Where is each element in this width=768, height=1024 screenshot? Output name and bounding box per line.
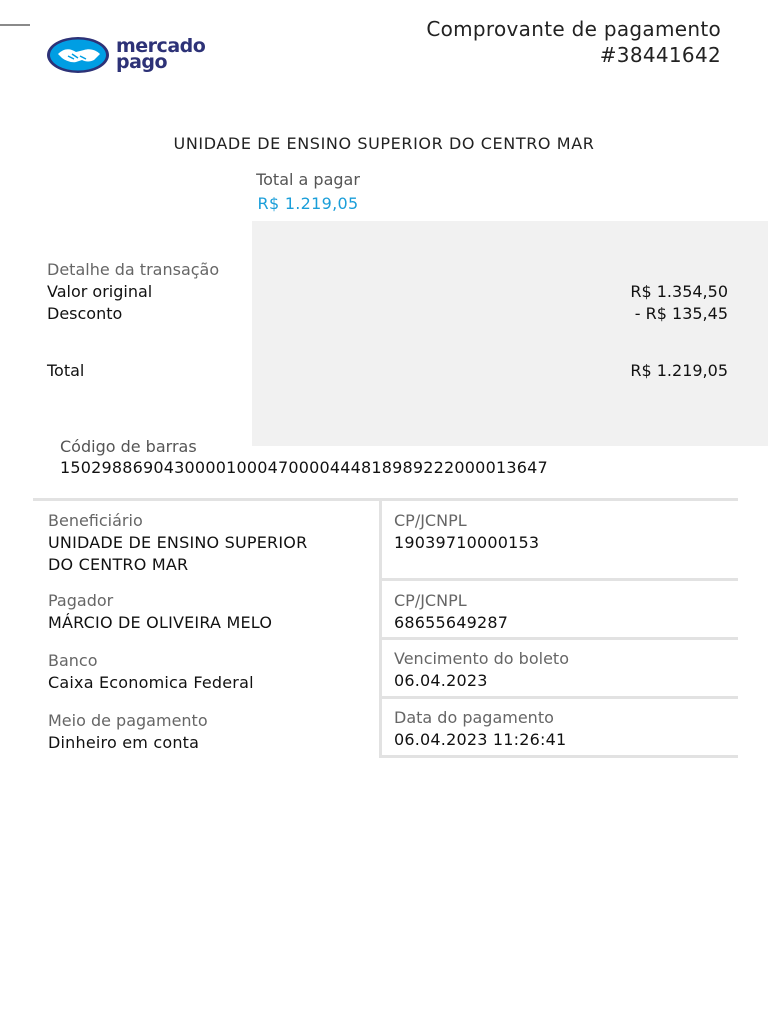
payer-doc-label: CP/JCNPL xyxy=(394,591,467,610)
handshake-icon xyxy=(46,36,110,74)
barcode-label: Código de barras xyxy=(60,437,197,456)
beneficiary-label: Beneficiário xyxy=(48,511,143,530)
bank-name: Caixa Economica Federal xyxy=(48,673,254,692)
original-value-label: Valor original xyxy=(47,282,153,301)
mercado-pago-logo xyxy=(46,36,216,76)
total-to-pay-amount: R$ 1.219,05 xyxy=(257,194,359,213)
divider-vertical xyxy=(379,501,382,758)
divider-row-1 xyxy=(382,578,738,581)
beneficiary-doc-label: CP/JCNPL xyxy=(394,511,467,530)
beneficiary-name-line1: UNIDADE DE ENSINO SUPERIOR xyxy=(48,533,308,552)
payment-date-label: Data do pagamento xyxy=(394,708,554,727)
divider-row-2 xyxy=(382,637,738,640)
total-label: Total xyxy=(47,361,85,380)
payer-doc: 68655649287 xyxy=(394,613,509,632)
due-date: 06.04.2023 xyxy=(394,671,488,690)
barcode-number: 15029886904300001000470000444818989222000013647 xyxy=(60,458,548,477)
divider-top xyxy=(33,498,738,501)
payment-date: 06.04.2023 11:26:41 xyxy=(394,730,567,749)
transaction-panel xyxy=(252,221,768,446)
receipt-title: Comprovante de pagamento xyxy=(426,17,721,41)
brand-line2: pago xyxy=(116,51,168,73)
corner-mark xyxy=(0,24,30,26)
divider-row-3 xyxy=(382,696,738,699)
total-to-pay-label: Total a pagar xyxy=(256,170,360,189)
payer-label: Pagador xyxy=(48,591,114,610)
total-value: R$ 1.219,05 xyxy=(630,361,728,380)
payment-method-label: Meio de pagamento xyxy=(48,711,208,730)
due-date-label: Vencimento do boleto xyxy=(394,649,569,668)
bank-label: Banco xyxy=(48,651,98,670)
beneficiary-doc: 19039710000153 xyxy=(394,533,540,552)
original-value: R$ 1.354,50 xyxy=(630,282,728,301)
payer-name: MÁRCIO DE OLIVEIRA MELO xyxy=(48,613,273,632)
receipt-number: #38441642 xyxy=(599,43,721,67)
discount-value: - R$ 135,45 xyxy=(634,304,728,323)
merchant-name: UNIDADE DE ENSINO SUPERIOR DO CENTRO MAR xyxy=(173,134,595,153)
brand-line1: mercado xyxy=(116,35,206,57)
beneficiary-name-line2: DO CENTRO MAR xyxy=(48,555,189,574)
discount-label: Desconto xyxy=(47,304,123,323)
transaction-detail-title: Detalhe da transação xyxy=(47,260,220,279)
payment-method: Dinheiro em conta xyxy=(48,733,200,752)
divider-row-4 xyxy=(382,755,738,758)
